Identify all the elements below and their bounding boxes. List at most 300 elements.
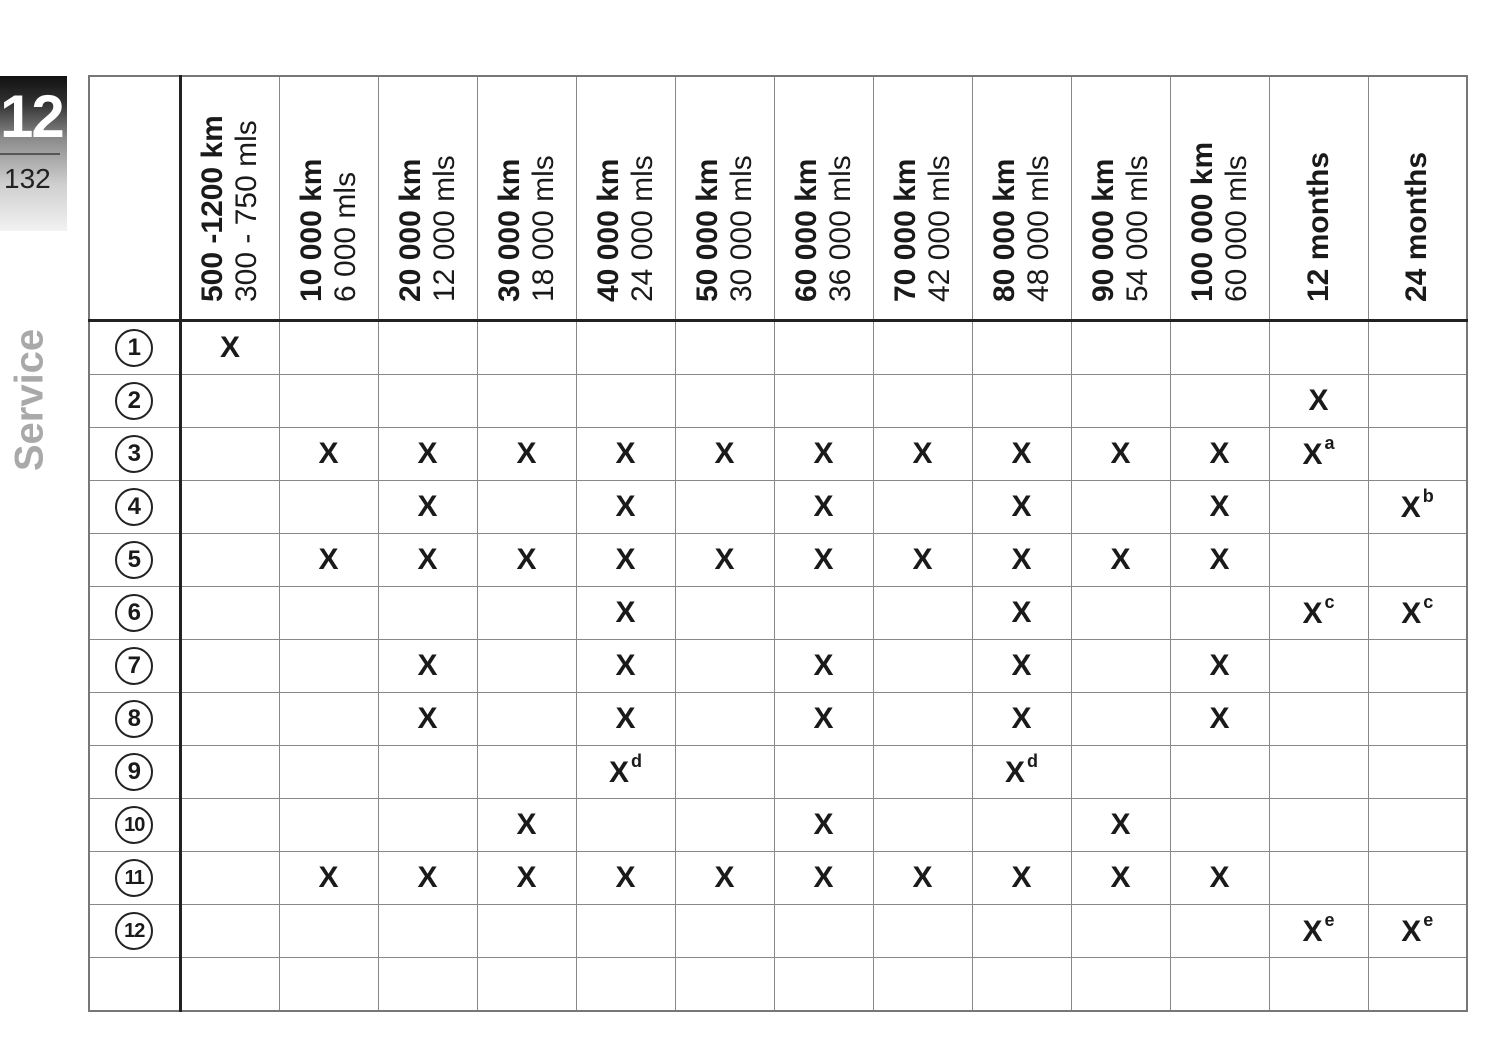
schedule-cell bbox=[1071, 640, 1170, 693]
service-mark: X bbox=[912, 861, 933, 894]
service-mark: X bbox=[714, 437, 735, 470]
schedule-cell bbox=[576, 481, 675, 534]
column-header-label bbox=[889, 102, 957, 302]
schedule-cell bbox=[1368, 375, 1467, 428]
schedule-cell bbox=[576, 958, 675, 1012]
service-mark: X bbox=[714, 861, 735, 894]
service-mark: X bbox=[417, 490, 438, 523]
column-header bbox=[873, 76, 972, 321]
schedule-cell bbox=[1170, 321, 1269, 375]
service-mark: X bbox=[912, 437, 933, 470]
schedule-cell bbox=[279, 958, 378, 1012]
service-mark: X bbox=[813, 490, 834, 523]
row-number-badge: 12 bbox=[115, 912, 153, 950]
service-mark: X $^d$ bbox=[608, 750, 642, 789]
schedule-cell bbox=[1269, 534, 1368, 587]
service-mark: X bbox=[615, 861, 636, 894]
schedule-cell bbox=[1368, 905, 1467, 958]
table-corner-cell bbox=[89, 76, 180, 321]
schedule-cell bbox=[1269, 693, 1368, 746]
schedule-cell bbox=[1170, 799, 1269, 852]
row-number-badge: 10 bbox=[115, 806, 153, 844]
footnote-marker: e bbox=[1324, 909, 1335, 930]
schedule-cell bbox=[279, 534, 378, 587]
interval-primary: 80 000 km bbox=[987, 158, 1021, 302]
schedule-cell bbox=[378, 852, 477, 905]
schedule-cell bbox=[972, 799, 1071, 852]
schedule-cell bbox=[477, 375, 576, 428]
schedule-cell bbox=[1368, 534, 1467, 587]
service-mark: X bbox=[813, 543, 834, 576]
service-mark: X $^e$ bbox=[1401, 909, 1434, 948]
schedule-cell bbox=[378, 693, 477, 746]
column-header-label bbox=[1186, 102, 1254, 302]
schedule-cell bbox=[477, 958, 576, 1012]
service-mark: X bbox=[1110, 861, 1131, 894]
schedule-cell bbox=[180, 375, 279, 428]
schedule-cell bbox=[1071, 905, 1170, 958]
schedule-cell bbox=[1071, 799, 1170, 852]
schedule-cell bbox=[279, 375, 378, 428]
schedule-cell bbox=[477, 640, 576, 693]
schedule-cell bbox=[576, 587, 675, 640]
interval-primary: 60 000 km bbox=[789, 158, 823, 302]
schedule-cell bbox=[180, 481, 279, 534]
schedule-cell bbox=[378, 428, 477, 481]
schedule-cell bbox=[675, 852, 774, 905]
row-number-badge: 1 bbox=[115, 329, 153, 367]
schedule-cell bbox=[1170, 534, 1269, 587]
schedule-cell bbox=[972, 428, 1071, 481]
schedule-cell bbox=[675, 534, 774, 587]
schedule-cell bbox=[1269, 746, 1368, 799]
schedule-cell bbox=[1368, 321, 1467, 375]
service-mark: X bbox=[813, 808, 834, 841]
column-header bbox=[774, 76, 873, 321]
schedule-cell bbox=[1170, 587, 1269, 640]
interval-miles: 300 - 750 mls bbox=[230, 119, 263, 302]
row-number-badge: 8 bbox=[115, 700, 153, 738]
table-header-row bbox=[89, 76, 1467, 321]
service-mark: X bbox=[1209, 490, 1230, 523]
schedule-cell bbox=[873, 799, 972, 852]
schedule-cell bbox=[378, 481, 477, 534]
schedule-cell bbox=[675, 746, 774, 799]
schedule-cell bbox=[1368, 587, 1467, 640]
schedule-cell bbox=[873, 534, 972, 587]
schedule-cell bbox=[675, 321, 774, 375]
schedule-cell bbox=[972, 587, 1071, 640]
schedule-cell bbox=[279, 640, 378, 693]
column-header bbox=[477, 76, 576, 321]
table-row bbox=[89, 693, 1467, 746]
row-number-cell bbox=[89, 958, 180, 1012]
schedule-cell bbox=[279, 746, 378, 799]
service-mark: X bbox=[1011, 649, 1032, 682]
schedule-cell bbox=[1170, 852, 1269, 905]
schedule-cell bbox=[1269, 321, 1368, 375]
schedule-cell bbox=[1368, 746, 1467, 799]
schedule-cell bbox=[1269, 481, 1368, 534]
column-header-label bbox=[394, 102, 462, 302]
schedule-cell bbox=[972, 693, 1071, 746]
schedule-cell bbox=[873, 958, 972, 1012]
interval-miles: 6 000 mls bbox=[328, 171, 362, 302]
schedule-cell bbox=[1269, 905, 1368, 958]
schedule-cell bbox=[477, 852, 576, 905]
column-header-label bbox=[1400, 102, 1434, 302]
column-header bbox=[576, 76, 675, 321]
column-header-label bbox=[196, 102, 264, 302]
schedule-cell bbox=[279, 587, 378, 640]
schedule-cell bbox=[576, 905, 675, 958]
service-mark: X bbox=[1209, 437, 1230, 470]
service-schedule-table bbox=[88, 75, 1468, 1012]
schedule-cell bbox=[180, 587, 279, 640]
schedule-cell bbox=[180, 693, 279, 746]
table-row bbox=[89, 321, 1467, 375]
row-number-badge: 4 bbox=[115, 488, 153, 526]
footnote-marker: c bbox=[1423, 591, 1434, 612]
schedule-cell bbox=[972, 905, 1071, 958]
schedule-cell bbox=[972, 321, 1071, 375]
schedule-cell bbox=[675, 428, 774, 481]
column-header-label bbox=[988, 102, 1056, 302]
schedule-cell bbox=[675, 375, 774, 428]
service-mark: X bbox=[1011, 596, 1032, 629]
footnote-marker: e bbox=[1423, 909, 1434, 930]
schedule-cell bbox=[972, 375, 1071, 428]
service-mark: X bbox=[417, 861, 438, 894]
interval-miles: 18 000 mls bbox=[526, 154, 560, 302]
service-mark: X bbox=[417, 543, 438, 576]
interval-primary: 50 000 km bbox=[690, 158, 724, 302]
service-mark: X $^b$ bbox=[1400, 485, 1434, 524]
schedule-cell bbox=[873, 587, 972, 640]
table-row bbox=[89, 640, 1467, 693]
interval-primary: 20 000 km bbox=[393, 158, 427, 302]
footnote-marker: c bbox=[1324, 591, 1335, 612]
schedule-cell bbox=[972, 746, 1071, 799]
schedule-cell bbox=[378, 746, 477, 799]
table-row bbox=[89, 428, 1467, 481]
column-header-label bbox=[295, 102, 363, 302]
interval-primary: 10 000 km bbox=[294, 158, 328, 302]
schedule-cell bbox=[180, 321, 279, 375]
schedule-cell bbox=[972, 958, 1071, 1012]
interval-primary: 24 months bbox=[1400, 151, 1434, 302]
schedule-cell bbox=[774, 375, 873, 428]
service-mark: X bbox=[1209, 543, 1230, 576]
schedule-cell bbox=[873, 321, 972, 375]
interval-miles: 12 000 mls bbox=[427, 154, 461, 302]
schedule-cell bbox=[1170, 746, 1269, 799]
column-header bbox=[378, 76, 477, 321]
row-number-badge: 5 bbox=[115, 541, 153, 579]
schedule-cell bbox=[675, 799, 774, 852]
column-header-label bbox=[1087, 102, 1155, 302]
service-mark: X bbox=[1209, 861, 1230, 894]
table-row bbox=[89, 481, 1467, 534]
table-row bbox=[89, 375, 1467, 428]
interval-primary: 30 000 km bbox=[492, 158, 526, 302]
service-mark: X bbox=[615, 437, 636, 470]
schedule-cell bbox=[378, 375, 477, 428]
service-mark: X $^e$ bbox=[1302, 909, 1335, 948]
footnote-marker: d bbox=[631, 750, 642, 771]
row-number-cell bbox=[89, 428, 180, 481]
schedule-cell bbox=[279, 799, 378, 852]
schedule-cell bbox=[378, 587, 477, 640]
schedule-cell bbox=[180, 852, 279, 905]
schedule-cell bbox=[1269, 799, 1368, 852]
schedule-cell bbox=[873, 375, 972, 428]
service-mark: X $^c$ bbox=[1401, 591, 1434, 630]
schedule-cell bbox=[873, 640, 972, 693]
row-number-cell bbox=[89, 905, 180, 958]
column-header bbox=[675, 76, 774, 321]
chapter-tab-divider bbox=[0, 153, 60, 155]
page-number: 132 bbox=[4, 163, 51, 194]
schedule-cell bbox=[279, 321, 378, 375]
schedule-cell bbox=[1269, 428, 1368, 481]
schedule-cell bbox=[1170, 640, 1269, 693]
interval-miles: 42 000 mls bbox=[922, 154, 956, 302]
table-row bbox=[89, 852, 1467, 905]
table-row bbox=[89, 587, 1467, 640]
schedule-cell bbox=[180, 428, 279, 481]
schedule-cell bbox=[477, 428, 576, 481]
schedule-cell bbox=[1071, 693, 1170, 746]
service-mark: X bbox=[1110, 543, 1131, 576]
schedule-cell bbox=[972, 852, 1071, 905]
schedule-cell bbox=[180, 905, 279, 958]
column-header bbox=[1170, 76, 1269, 321]
row-number-cell bbox=[89, 534, 180, 587]
schedule-cell bbox=[1170, 375, 1269, 428]
interval-primary: 100 000 km bbox=[1185, 141, 1219, 302]
column-header-label bbox=[691, 102, 759, 302]
schedule-cell bbox=[873, 428, 972, 481]
service-mark: X $^a$ bbox=[1302, 432, 1335, 471]
schedule-cell bbox=[576, 799, 675, 852]
column-header bbox=[1368, 76, 1467, 321]
schedule-cell bbox=[576, 428, 675, 481]
schedule-cell bbox=[279, 693, 378, 746]
service-mark: X bbox=[318, 861, 339, 894]
schedule-cell bbox=[1071, 587, 1170, 640]
row-number-cell bbox=[89, 693, 180, 746]
schedule-cell bbox=[1368, 481, 1467, 534]
schedule-cell bbox=[1071, 428, 1170, 481]
row-number-badge: 2 bbox=[115, 382, 153, 420]
footnote-marker: b bbox=[1422, 485, 1434, 506]
interval-primary: 12 months bbox=[1301, 151, 1335, 302]
service-mark: X bbox=[417, 649, 438, 682]
footnote-marker: a bbox=[1324, 432, 1335, 453]
row-number-cell bbox=[89, 746, 180, 799]
table-row bbox=[89, 534, 1467, 587]
service-mark: X bbox=[615, 649, 636, 682]
interval-miles: 24 000 mls bbox=[625, 154, 659, 302]
schedule-cell bbox=[378, 905, 477, 958]
column-header-label bbox=[493, 102, 561, 302]
schedule-cell bbox=[180, 799, 279, 852]
service-mark: X bbox=[417, 437, 438, 470]
schedule-cell bbox=[774, 799, 873, 852]
schedule-cell bbox=[774, 693, 873, 746]
schedule-cell bbox=[1368, 693, 1467, 746]
table-row bbox=[89, 905, 1467, 958]
chapter-tab bbox=[0, 76, 67, 231]
schedule-cell bbox=[1269, 958, 1368, 1012]
schedule-cell bbox=[972, 481, 1071, 534]
row-number-cell bbox=[89, 321, 180, 375]
row-number-badge: 3 bbox=[115, 435, 153, 473]
service-mark: X $^c$ bbox=[1302, 591, 1335, 630]
service-mark: X bbox=[417, 702, 438, 735]
service-mark: X bbox=[615, 702, 636, 735]
service-mark: X bbox=[219, 331, 240, 364]
service-mark: X bbox=[318, 543, 339, 576]
service-mark: X bbox=[813, 861, 834, 894]
service-mark: X bbox=[1011, 437, 1032, 470]
schedule-cell bbox=[774, 321, 873, 375]
row-number-cell bbox=[89, 799, 180, 852]
schedule-cell bbox=[477, 481, 576, 534]
row-number-badge: 9 bbox=[115, 753, 153, 791]
column-header-label bbox=[1302, 102, 1336, 302]
schedule-cell bbox=[774, 852, 873, 905]
schedule-cell bbox=[378, 958, 477, 1012]
column-header-label bbox=[790, 102, 858, 302]
schedule-cell bbox=[1071, 746, 1170, 799]
table-row-empty bbox=[89, 958, 1467, 1012]
interval-primary: 70 000 km bbox=[888, 158, 922, 302]
schedule-cell bbox=[1071, 321, 1170, 375]
column-header bbox=[972, 76, 1071, 321]
interval-miles: 54 000 mls bbox=[1120, 154, 1154, 302]
schedule-cell bbox=[1269, 640, 1368, 693]
service-mark: X bbox=[615, 596, 636, 629]
service-mark: X bbox=[813, 437, 834, 470]
schedule-cell bbox=[576, 746, 675, 799]
schedule-cell bbox=[873, 746, 972, 799]
column-header bbox=[180, 76, 279, 321]
column-header bbox=[1071, 76, 1170, 321]
schedule-cell bbox=[873, 693, 972, 746]
schedule-cell bbox=[873, 852, 972, 905]
schedule-cell bbox=[1170, 905, 1269, 958]
interval-primary: 90 000 km bbox=[1086, 158, 1120, 302]
service-mark: X bbox=[1011, 543, 1032, 576]
schedule-cell bbox=[180, 534, 279, 587]
schedule-cell bbox=[1269, 587, 1368, 640]
schedule-cell bbox=[279, 905, 378, 958]
schedule-cell bbox=[873, 905, 972, 958]
schedule-cell bbox=[675, 905, 774, 958]
service-mark: X bbox=[1209, 649, 1230, 682]
schedule-cell bbox=[378, 799, 477, 852]
schedule-cell bbox=[576, 693, 675, 746]
schedule-cell bbox=[774, 481, 873, 534]
schedule-cell bbox=[279, 852, 378, 905]
service-mark: X $^d$ bbox=[1004, 750, 1038, 789]
schedule-cell bbox=[1170, 958, 1269, 1012]
schedule-cell bbox=[576, 534, 675, 587]
interval-miles: 30 000 mls bbox=[724, 154, 758, 302]
footnote-marker: d bbox=[1027, 750, 1038, 771]
schedule-cell bbox=[576, 375, 675, 428]
interval-miles: 48 000 mls bbox=[1021, 154, 1055, 302]
service-mark: X bbox=[714, 543, 735, 576]
row-number-badge: 7 bbox=[115, 647, 153, 685]
row-number-badge: 6 bbox=[115, 594, 153, 632]
schedule-cell bbox=[279, 481, 378, 534]
schedule-cell bbox=[1368, 640, 1467, 693]
table-row bbox=[89, 746, 1467, 799]
schedule-cell bbox=[675, 481, 774, 534]
schedule-cell bbox=[675, 958, 774, 1012]
schedule-cell bbox=[675, 693, 774, 746]
row-number-badge: 11 bbox=[115, 859, 153, 897]
chapter-number: 12 bbox=[0, 83, 63, 150]
schedule-cell bbox=[1269, 375, 1368, 428]
schedule-cell bbox=[1071, 375, 1170, 428]
interval-primary: 40 000 km bbox=[591, 158, 625, 302]
schedule-cell bbox=[378, 534, 477, 587]
row-number-cell bbox=[89, 852, 180, 905]
schedule-cell bbox=[477, 321, 576, 375]
schedule-cell bbox=[972, 640, 1071, 693]
schedule-cell bbox=[675, 587, 774, 640]
schedule-cell bbox=[576, 640, 675, 693]
row-number-cell bbox=[89, 375, 180, 428]
service-mark: X bbox=[516, 437, 537, 470]
schedule-cell bbox=[774, 640, 873, 693]
schedule-cell bbox=[378, 640, 477, 693]
row-number-cell bbox=[89, 640, 180, 693]
service-mark: X bbox=[1011, 702, 1032, 735]
schedule-cell bbox=[180, 958, 279, 1012]
schedule-cell bbox=[180, 640, 279, 693]
schedule-cell bbox=[477, 534, 576, 587]
service-mark: X bbox=[1011, 861, 1032, 894]
schedule-cell bbox=[774, 428, 873, 481]
schedule-cell bbox=[1071, 958, 1170, 1012]
service-mark: X bbox=[813, 702, 834, 735]
schedule-cell bbox=[576, 321, 675, 375]
schedule-cell bbox=[873, 481, 972, 534]
schedule-cell bbox=[774, 746, 873, 799]
schedule-cell bbox=[774, 587, 873, 640]
schedule-cell bbox=[675, 640, 774, 693]
service-mark: X bbox=[1011, 490, 1032, 523]
schedule-cell bbox=[378, 321, 477, 375]
schedule-cell bbox=[477, 799, 576, 852]
table-row bbox=[89, 799, 1467, 852]
column-header bbox=[279, 76, 378, 321]
schedule-cell bbox=[1368, 958, 1467, 1012]
service-mark: X bbox=[615, 490, 636, 523]
schedule-cell bbox=[1170, 481, 1269, 534]
service-mark: X bbox=[516, 808, 537, 841]
schedule-cell bbox=[477, 905, 576, 958]
interval-miles: 60 000 mls bbox=[1219, 154, 1253, 302]
row-number-cell bbox=[89, 481, 180, 534]
schedule-cell bbox=[1170, 693, 1269, 746]
schedule-cell bbox=[477, 587, 576, 640]
